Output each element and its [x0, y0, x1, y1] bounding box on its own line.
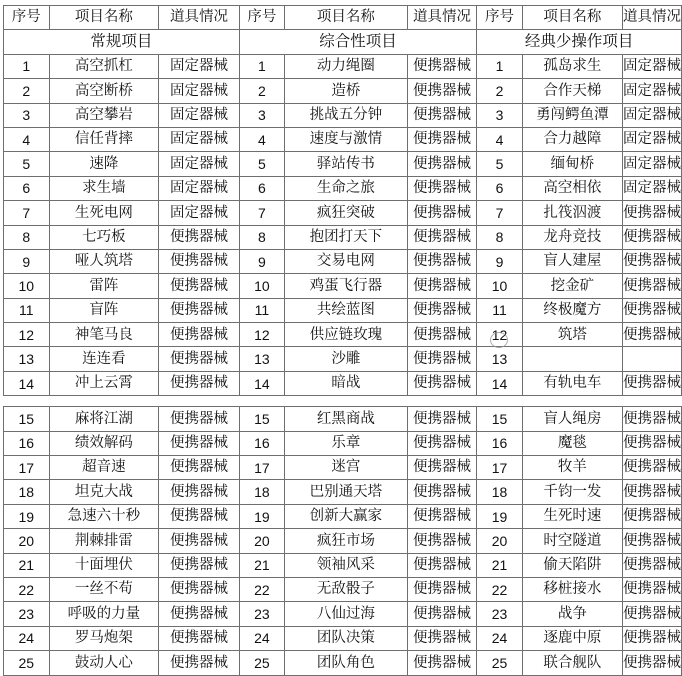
equipment-cell: 固定器械 [159, 127, 239, 151]
project-name-cell: 千钧一发 [522, 480, 622, 504]
seq-cell: 18 [4, 480, 50, 504]
equipment-cell: 便携器械 [622, 249, 681, 273]
seq-cell: 22 [477, 577, 523, 601]
equipment-cell: 便携器械 [407, 54, 477, 78]
seq-cell: 15 [477, 407, 523, 431]
equipment-cell: 便携器械 [622, 371, 681, 395]
equipment-cell: 便携器械 [622, 298, 681, 322]
equipment-cell: 便携器械 [159, 225, 239, 249]
project-name-cell: 迷宫 [285, 456, 407, 480]
seq-cell: 20 [477, 529, 523, 553]
project-table [3, 5, 682, 676]
project-name-cell: 荆棘排雷 [49, 529, 159, 553]
seq-cell: 24 [4, 626, 50, 650]
equipment-cell: 便携器械 [159, 298, 239, 322]
project-name-cell: 团队角色 [285, 651, 407, 675]
seq-cell: 11 [4, 298, 50, 322]
equipment-cell: 固定器械 [622, 176, 681, 200]
seq-cell: 7 [4, 201, 50, 225]
project-name-cell: 呼吸的力量 [49, 602, 159, 626]
project-name-cell: 扎筏泅渡 [522, 201, 622, 225]
project-name-cell: 十面埋伏 [49, 553, 159, 577]
project-name-cell: 哑人筑塔 [49, 249, 159, 273]
separator-cell [4, 396, 682, 407]
project-name-cell: 时空隧道 [522, 529, 622, 553]
table-row [4, 127, 682, 151]
project-name-cell: 共绘蓝图 [285, 298, 407, 322]
seq-cell: 18 [477, 480, 523, 504]
project-name-cell: 无敌骰子 [285, 577, 407, 601]
column-header: 道具情况 [407, 6, 477, 30]
project-name-cell: 交易电网 [285, 249, 407, 273]
group-separator [4, 396, 682, 407]
seq-cell: 5 [477, 152, 523, 176]
project-name-cell: 雷阵 [49, 274, 159, 298]
seq-cell: 13 [477, 347, 523, 371]
project-name-cell: 生命之旅 [285, 176, 407, 200]
equipment-cell: 固定器械 [159, 176, 239, 200]
equipment-cell: 便携器械 [159, 504, 239, 528]
seq-cell: 11 [239, 298, 285, 322]
equipment-cell: 便携器械 [407, 577, 477, 601]
equipment-cell: 便携器械 [159, 529, 239, 553]
project-name-cell: 连连看 [49, 347, 159, 371]
project-name-cell: 战争 [522, 602, 622, 626]
equipment-cell: 便携器械 [407, 431, 477, 455]
table-row [4, 431, 682, 455]
equipment-cell: 便携器械 [159, 577, 239, 601]
equipment-cell: 便携器械 [622, 529, 681, 553]
project-name-cell: 领袖风采 [285, 553, 407, 577]
project-name-cell: 终极魔方 [522, 298, 622, 322]
seq-cell: 20 [239, 529, 285, 553]
seq-cell: 18 [239, 480, 285, 504]
seq-cell: 22 [239, 577, 285, 601]
table-row [4, 274, 682, 298]
seq-cell: 16 [239, 431, 285, 455]
equipment-cell: 便携器械 [407, 456, 477, 480]
project-name-cell: 高空断桥 [49, 79, 159, 103]
project-name-cell: 疯狂突破 [285, 201, 407, 225]
equipment-cell: 便携器械 [622, 323, 681, 347]
project-name-cell: 高空相依 [522, 176, 622, 200]
equipment-cell: 便携器械 [407, 274, 477, 298]
project-name-cell: 疯狂市场 [285, 529, 407, 553]
seq-cell: 5 [239, 152, 285, 176]
project-name-cell: 缅甸桥 [522, 152, 622, 176]
seq-cell: 2 [477, 79, 523, 103]
project-name-cell: 盲人建屋 [522, 249, 622, 273]
equipment-cell: 便携器械 [407, 103, 477, 127]
project-name-cell: 挖金矿 [522, 274, 622, 298]
seq-cell: 19 [4, 504, 50, 528]
equipment-cell: 便携器械 [622, 602, 681, 626]
equipment-cell: 便携器械 [622, 456, 681, 480]
project-name-cell: 造桥 [285, 79, 407, 103]
project-name-cell: 逐鹿中原 [522, 626, 622, 650]
seq-cell: 21 [477, 553, 523, 577]
seq-cell: 4 [477, 127, 523, 151]
project-name-cell: 速度与激情 [285, 127, 407, 151]
project-name-cell: 一丝不苟 [49, 577, 159, 601]
seq-cell: 24 [477, 626, 523, 650]
equipment-cell: 固定器械 [622, 127, 681, 151]
section-title: 综合性项目 [239, 30, 477, 54]
equipment-cell: 便携器械 [407, 347, 477, 371]
table-body [4, 6, 682, 676]
project-name-cell: 沙雕 [285, 347, 407, 371]
seq-cell: 17 [477, 456, 523, 480]
seq-cell: 12 [239, 323, 285, 347]
equipment-cell: 便携器械 [407, 249, 477, 273]
seq-cell: 10 [4, 274, 50, 298]
equipment-cell: 便携器械 [159, 456, 239, 480]
project-name-cell: 麻将江湖 [49, 407, 159, 431]
table-row [4, 54, 682, 78]
seq-cell: 1 [239, 54, 285, 78]
project-name-cell: 坦克大战 [49, 480, 159, 504]
seq-cell: 14 [239, 371, 285, 395]
project-name-cell: 盲阵 [49, 298, 159, 322]
header-row [4, 6, 682, 30]
seq-cell: 7 [239, 201, 285, 225]
table-row [4, 602, 682, 626]
table-row [4, 456, 682, 480]
project-name-cell: 合力越障 [522, 127, 622, 151]
seq-cell: 25 [239, 651, 285, 675]
seq-cell: 8 [239, 225, 285, 249]
equipment-cell: 便携器械 [622, 225, 681, 249]
project-name-cell: 鼓动人心 [49, 651, 159, 675]
equipment-cell: 便携器械 [159, 323, 239, 347]
column-header: 序号 [4, 6, 50, 30]
project-name-cell: 龙舟竞技 [522, 225, 622, 249]
equipment-cell: 固定器械 [622, 152, 681, 176]
equipment-cell: 便携器械 [622, 480, 681, 504]
seq-cell: 16 [4, 431, 50, 455]
seq-cell: 6 [4, 176, 50, 200]
equipment-cell: 便携器械 [159, 371, 239, 395]
seq-cell: 25 [477, 651, 523, 675]
equipment-cell: 便携器械 [622, 651, 681, 675]
equipment-cell: 便携器械 [407, 529, 477, 553]
table-row [4, 651, 682, 675]
seq-cell: 12 [4, 323, 50, 347]
equipment-cell: 便携器械 [407, 407, 477, 431]
equipment-cell: 便携器械 [159, 602, 239, 626]
equipment-cell: 便携器械 [159, 249, 239, 273]
project-name-cell: 牧羊 [522, 456, 622, 480]
equipment-cell: 固定器械 [159, 79, 239, 103]
project-name-cell: 高空攀岩 [49, 103, 159, 127]
seq-cell: 8 [4, 225, 50, 249]
table-row [4, 371, 682, 395]
equipment-cell: 便携器械 [407, 504, 477, 528]
equipment-cell: 便携器械 [622, 577, 681, 601]
project-name-cell: 生死时速 [522, 504, 622, 528]
equipment-cell [622, 347, 681, 371]
project-name-cell: 移桩接水 [522, 577, 622, 601]
project-name-cell: 勇闯鳄鱼潭 [522, 103, 622, 127]
equipment-cell: 便携器械 [407, 323, 477, 347]
project-name-cell: 七巧板 [49, 225, 159, 249]
seq-cell: 19 [477, 504, 523, 528]
seq-cell: 19 [239, 504, 285, 528]
table-row [4, 103, 682, 127]
equipment-cell: 便携器械 [159, 553, 239, 577]
project-name-cell: 八仙过海 [285, 602, 407, 626]
project-name-cell: 生死电网 [49, 201, 159, 225]
equipment-cell: 便携器械 [407, 201, 477, 225]
project-name-cell: 抱团打天下 [285, 225, 407, 249]
seq-cell: 2 [239, 79, 285, 103]
seq-cell: 13 [4, 347, 50, 371]
equipment-cell: 固定器械 [159, 201, 239, 225]
column-header: 项目名称 [522, 6, 622, 30]
project-name-cell: 高空抓杠 [49, 54, 159, 78]
equipment-cell: 便携器械 [159, 347, 239, 371]
project-name-cell: 供应链玫瑰 [285, 323, 407, 347]
seq-cell: 14 [477, 371, 523, 395]
project-name-cell: 合作天梯 [522, 79, 622, 103]
project-name-cell: 巴别通天塔 [285, 480, 407, 504]
table-row [4, 504, 682, 528]
project-name-cell: 罗马炮架 [49, 626, 159, 650]
equipment-cell: 便携器械 [407, 553, 477, 577]
table-row [4, 529, 682, 553]
project-name-cell: 绩效解码 [49, 431, 159, 455]
table-row [4, 577, 682, 601]
equipment-cell: 便携器械 [622, 407, 681, 431]
table-row [4, 347, 682, 371]
equipment-cell: 固定器械 [622, 54, 681, 78]
equipment-cell: 便携器械 [622, 201, 681, 225]
equipment-cell: 便携器械 [407, 225, 477, 249]
table-row [4, 298, 682, 322]
equipment-cell: 便携器械 [622, 274, 681, 298]
project-name-cell: 速降 [49, 152, 159, 176]
project-name-cell: 有轨电车 [522, 371, 622, 395]
equipment-cell: 便携器械 [407, 176, 477, 200]
seq-cell: 3 [239, 103, 285, 127]
equipment-cell: 固定器械 [159, 54, 239, 78]
seq-cell: 3 [4, 103, 50, 127]
seq-cell: 4 [239, 127, 285, 151]
equipment-cell: 便携器械 [407, 371, 477, 395]
seq-cell: 17 [239, 456, 285, 480]
table-row [4, 323, 682, 347]
seq-cell: 14 [4, 371, 50, 395]
equipment-cell: 便携器械 [622, 626, 681, 650]
seq-cell: 9 [239, 249, 285, 273]
seq-cell: 25 [4, 651, 50, 675]
table-container [3, 5, 682, 676]
table-row [4, 553, 682, 577]
seq-cell: 5 [4, 152, 50, 176]
seq-cell: 20 [4, 529, 50, 553]
equipment-cell: 固定器械 [622, 79, 681, 103]
seq-cell: 21 [239, 553, 285, 577]
seq-cell: 2 [4, 79, 50, 103]
column-header: 道具情况 [159, 6, 239, 30]
column-header: 序号 [239, 6, 285, 30]
equipment-cell: 便携器械 [407, 626, 477, 650]
equipment-cell: 便携器械 [407, 480, 477, 504]
seq-cell: 24 [239, 626, 285, 650]
seq-cell: 10 [477, 274, 523, 298]
seq-cell: 10 [239, 274, 285, 298]
table-row [4, 201, 682, 225]
equipment-cell: 便携器械 [159, 431, 239, 455]
seq-cell: 9 [477, 249, 523, 273]
table-row [4, 152, 682, 176]
seq-cell: 1 [477, 54, 523, 78]
seq-cell: 9 [4, 249, 50, 273]
project-name-cell: 挑战五分钟 [285, 103, 407, 127]
project-name-cell: 孤岛求生 [522, 54, 622, 78]
project-name-cell [522, 347, 622, 371]
equipment-cell: 便携器械 [159, 407, 239, 431]
column-header: 项目名称 [49, 6, 159, 30]
project-name-cell: 鸡蛋飞行器 [285, 274, 407, 298]
table-row [4, 407, 682, 431]
project-name-cell: 驿站传书 [285, 152, 407, 176]
seq-cell: 6 [239, 176, 285, 200]
equipment-cell: 便携器械 [407, 298, 477, 322]
project-name-cell: 超音速 [49, 456, 159, 480]
column-header: 序号 [477, 6, 523, 30]
project-name-cell: 创新大赢家 [285, 504, 407, 528]
equipment-cell: 便携器械 [622, 504, 681, 528]
seq-cell: 4 [4, 127, 50, 151]
seq-cell: 23 [4, 602, 50, 626]
section-row [4, 30, 682, 54]
equipment-cell: 便携器械 [407, 127, 477, 151]
project-name-cell: 暗战 [285, 371, 407, 395]
column-header: 项目名称 [285, 6, 407, 30]
equipment-cell: 便携器械 [407, 651, 477, 675]
seq-cell: 7 [477, 201, 523, 225]
section-title: 经典少操作项目 [477, 30, 682, 54]
seq-cell: 22 [4, 577, 50, 601]
equipment-cell: 固定器械 [159, 103, 239, 127]
project-name-cell: 红黑商战 [285, 407, 407, 431]
equipment-cell: 便携器械 [159, 274, 239, 298]
equipment-cell: 便携器械 [407, 79, 477, 103]
table-row [4, 176, 682, 200]
equipment-cell: 便携器械 [622, 431, 681, 455]
seq-cell: 23 [239, 602, 285, 626]
seq-cell: 21 [4, 553, 50, 577]
equipment-cell: 便携器械 [407, 152, 477, 176]
equipment-cell: 便携器械 [407, 602, 477, 626]
seq-cell: 23 [477, 602, 523, 626]
equipment-cell: 便携器械 [159, 651, 239, 675]
project-name-cell: 冲上云霄 [49, 371, 159, 395]
table-row [4, 626, 682, 650]
project-name-cell: 联合舰队 [522, 651, 622, 675]
project-name-cell: 团队决策 [285, 626, 407, 650]
project-name-cell: 乐章 [285, 431, 407, 455]
project-name-cell: 急速六十秒 [49, 504, 159, 528]
section-title: 常规项目 [4, 30, 240, 54]
table-row [4, 79, 682, 103]
seq-cell: 3 [477, 103, 523, 127]
seq-cell: 15 [4, 407, 50, 431]
seq-cell: 13 [239, 347, 285, 371]
project-name-cell: 筑塔 [522, 323, 622, 347]
project-name-cell: 盲人绳房 [522, 407, 622, 431]
table-row [4, 225, 682, 249]
equipment-cell: 便携器械 [622, 553, 681, 577]
project-name-cell: 魔毯 [522, 431, 622, 455]
seq-cell: 16 [477, 431, 523, 455]
equipment-cell: 便携器械 [159, 480, 239, 504]
table-row [4, 249, 682, 273]
column-header: 道具情况 [622, 6, 681, 30]
project-name-cell: 求生墙 [49, 176, 159, 200]
project-name-cell: 神笔马良 [49, 323, 159, 347]
equipment-cell: 便携器械 [159, 626, 239, 650]
equipment-cell: 固定器械 [622, 103, 681, 127]
equipment-cell: 固定器械 [159, 152, 239, 176]
seq-cell: 11 [477, 298, 523, 322]
seq-cell: 1 [4, 54, 50, 78]
seq-cell: 12 [477, 323, 523, 347]
project-name-cell: 信任背摔 [49, 127, 159, 151]
table-row [4, 480, 682, 504]
seq-cell: 17 [4, 456, 50, 480]
seq-cell: 8 [477, 225, 523, 249]
seq-cell: 6 [477, 176, 523, 200]
project-name-cell: 动力绳圈 [285, 54, 407, 78]
project-name-cell: 偷天陷阱 [522, 553, 622, 577]
seq-cell: 15 [239, 407, 285, 431]
